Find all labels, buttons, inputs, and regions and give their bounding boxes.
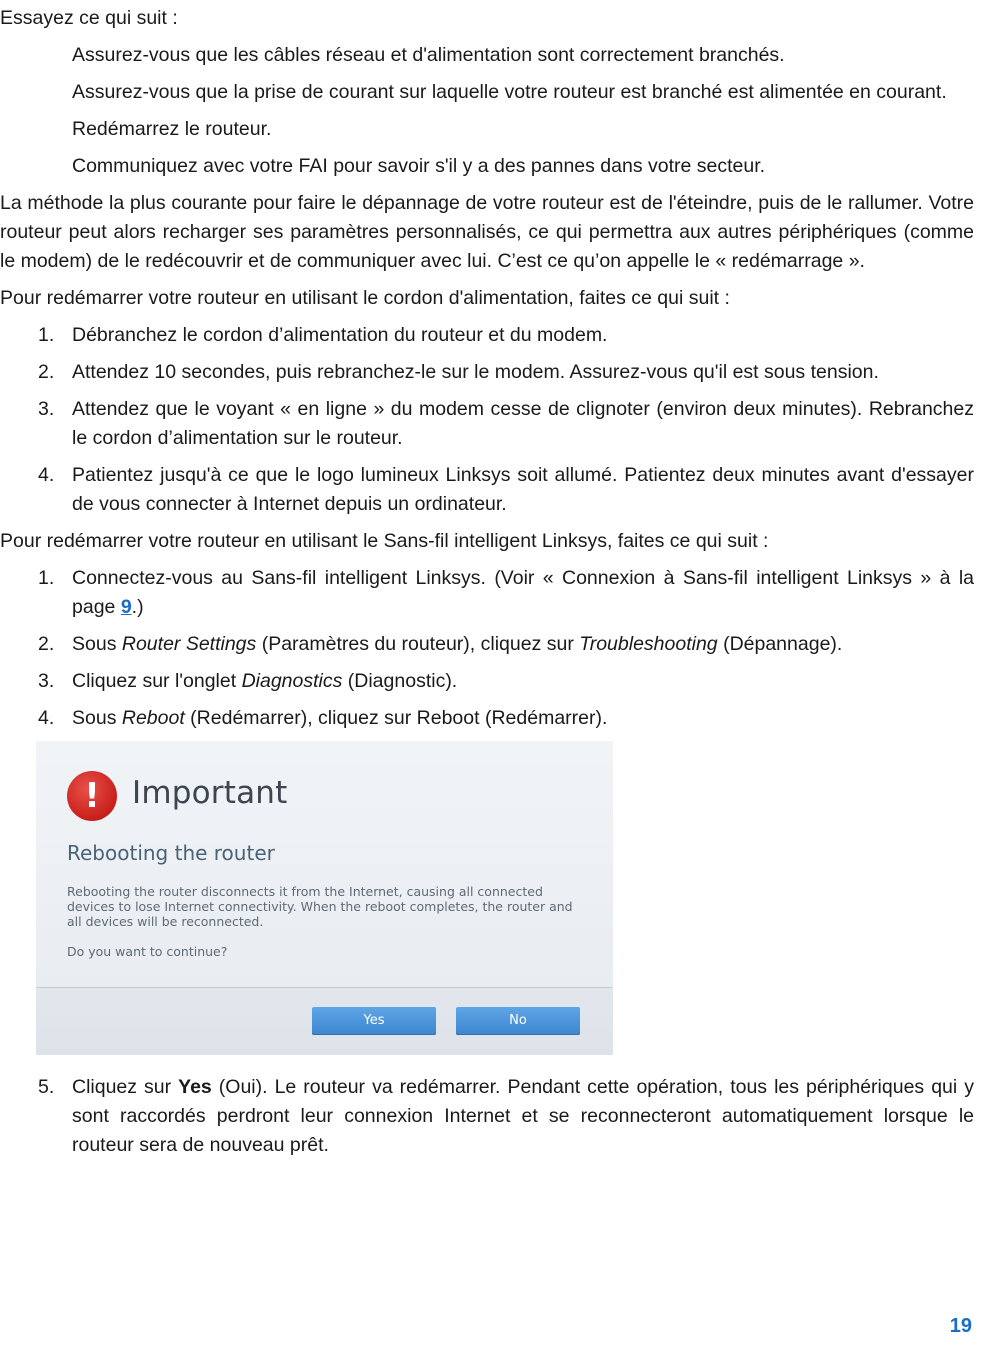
check-item: Redémarrez le routeur. [72, 118, 272, 140]
list-item [0, 321, 974, 350]
step-text: Sous [72, 707, 122, 729]
power-cord-heading: Pour redémarrer votre routeur en utilisant le cordon d'alimentation, faites ce qui suit : [0, 287, 730, 309]
dialog-question: Do you want to continue? [67, 944, 228, 959]
step-text: (Redémarrer), cliquez sur Reboot (Redémarrer). [184, 707, 608, 729]
step-text: Cliquez sur [72, 1076, 179, 1098]
step-text: (Diagnostic). [342, 670, 458, 692]
exclamation-circle-icon: ! [67, 771, 117, 821]
power-cord-steps [0, 321, 974, 519]
step-text: Connectez-vous au Sans-fil intelligent Linksys. (Voir « Connexion à Sans-fil intelligent Linksys » à la page [72, 567, 974, 618]
intro-text: Essayez ce qui suit : [0, 7, 178, 29]
step-number: 2. [38, 633, 55, 655]
ui-term: Yes [178, 1076, 212, 1098]
step-text: Débranchez le cordon d’alimentation du routeur et du modem. [72, 324, 608, 346]
list-item [0, 630, 974, 659]
step-text: Cliquez sur l'onglet [72, 670, 242, 692]
step-text: (Paramètres du routeur), cliquez sur [256, 633, 580, 655]
step-number: 5. [38, 1076, 55, 1098]
step-number: 3. [38, 398, 55, 420]
page-number: 19 [949, 1315, 972, 1337]
ui-term: Reboot [121, 707, 185, 729]
no-button[interactable]: No [456, 1007, 580, 1035]
dialog-content [36, 741, 613, 987]
dialog-subtitle: Rebooting the router [67, 841, 275, 865]
check-item: Communiquez avec votre FAI pour savoir s'il y a des pannes dans votre secteur. [72, 155, 766, 177]
step-text: .) [131, 596, 144, 618]
list-item [0, 1073, 974, 1160]
dialog-title: Important [132, 775, 288, 811]
step-number: 4. [38, 707, 55, 729]
step-text: Patientez jusqu'à ce que le logo lumineux Linksys soit allumé. Patientez deux minutes avant d'essayer de vous connecter à Internet depuis un ordinateur. [72, 464, 974, 515]
step-number: 1. [38, 567, 55, 589]
check-item: Assurez-vous que les câbles réseau et d'alimentation sont correctement branchés. [72, 44, 785, 66]
ui-term: Diagnostics [241, 670, 343, 692]
step-number: 1. [38, 324, 55, 346]
list-item [0, 564, 974, 622]
page-link[interactable]: 9 [120, 596, 132, 618]
yes-button[interactable]: Yes [312, 1007, 436, 1035]
check-item: Assurez-vous que la prise de courant sur laquelle votre routeur est branché est alimentée en courant. [72, 81, 947, 103]
smart-wifi-steps [0, 564, 974, 733]
list-item [0, 358, 974, 387]
step-text: Attendez 10 secondes, puis rebranchez-le sur le modem. Assurez-vous qu'il est sous tension. [72, 361, 879, 383]
ui-term: Router Settings [121, 633, 257, 655]
step-text: Attendez que le voyant « en ligne » du modem cesse de clignoter (environ deux minutes). Rebranchez le cordon d’alimentation sur le routeur. [72, 398, 974, 449]
page-content [0, 4, 974, 1168]
list-item [0, 395, 974, 453]
reboot-dialog-screenshot [36, 741, 613, 1055]
explanation-paragraph: La méthode la plus courante pour faire le dépannage de votre routeur est de l'éteindre, puis de le rallumer. Votre routeur peut alors recharger ses paramètres personnalisés, ce qui permettra aux autres périphériques (comme le modem) de le redécouvrir et de communiquer avec lui. C’est ce qu’on appelle le « redémarrage ». [0, 192, 974, 272]
step-text: (Oui). Le routeur va redémarrer. Pendant cette opération, tous les périphériques qui y sont raccordés perdront leur connexion Internet et se reconnecteront automatiquement lorsque le routeur sera de nouveau prêt. [72, 1076, 974, 1156]
smart-wifi-steps-continued [0, 1073, 974, 1160]
dialog-message: Rebooting the router disconnects it from the Internet, causing all connected devices to lose Internet connectivity. When the reboot completes, the router and all devices will be reconnected. [67, 884, 573, 929]
ui-term: Troubleshooting [579, 633, 718, 655]
step-text: Sous [72, 633, 122, 655]
list-item [0, 461, 974, 519]
list-item [0, 704, 974, 733]
step-text: (Dépannage). [717, 633, 843, 655]
smart-wifi-heading: Pour redémarrer votre routeur en utilisant le Sans-fil intelligent Linksys, faites ce qui suit : [0, 530, 769, 552]
dialog-footer [36, 988, 613, 1055]
step-number: 2. [38, 361, 55, 383]
list-item [0, 667, 974, 696]
step-number: 4. [38, 464, 55, 486]
step-number: 3. [38, 670, 55, 692]
